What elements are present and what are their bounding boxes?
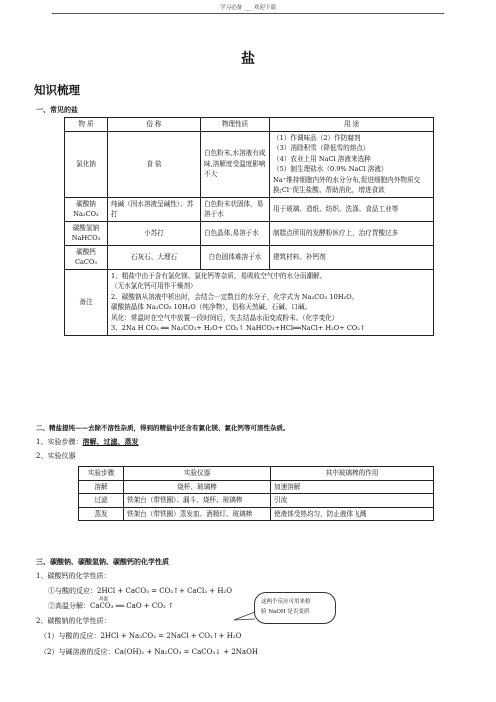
cell-name: 碳酸钠 Na₂CO₃ [65, 197, 108, 221]
callout-note [254, 592, 336, 624]
cell-alias: 食 盐 [108, 131, 201, 197]
callout-line: 验 NaOH 是否变质 [261, 609, 310, 615]
remark-line: 碳酸钠晶体 Na₂CO₃ 10H₂O（纯净物），俗称天然碱、石碱、口碱。 [111, 303, 312, 311]
cell-instr: 烧杯、玻璃棒 [124, 480, 271, 494]
use-line: （5）制生理盐水（0.9% NaCl 溶液） [273, 165, 388, 173]
use-line: （4）农业上用 NaCl 溶液来选种 [273, 154, 371, 163]
cell-role: 加速溶解 [271, 480, 434, 494]
callout-line: 这两个反应可用来检 [261, 599, 311, 605]
cell-name: 碳酸钙 CaCO₃ [65, 245, 108, 269]
col-header: 其中玻璃棒的作用 [271, 467, 434, 481]
table-row [79, 507, 434, 521]
cell-role: 使液体受热均匀，防止液体飞溅 [271, 507, 434, 521]
cell-name: 氯化钠 [65, 131, 108, 197]
col-header: 物 质 [65, 118, 108, 132]
use-line: Na⁺维持细胞内外的水分分布,促进细胞内外物质交换;Cl⁻促生盐酸、帮助消化，增进食欲 [273, 175, 421, 194]
cell-role: 引流 [271, 494, 434, 508]
s3-line: （1）与酸的反应：2HCl + Na₂CO₃ = 2NaCl + CO₂↑+ H₂O [40, 632, 242, 640]
s3-line: 2、碳酸钠的化学性质： [36, 617, 111, 625]
cell-alias: 石灰石、大理石 [108, 245, 201, 269]
cell-uses [270, 131, 434, 197]
cell-props: 白色固体难溶于水 [201, 245, 270, 269]
cell-alias: 小苏打 [108, 221, 201, 245]
cell-instr: 铁架台（带铁圈）蒸发皿、酒精灯、玻璃棒 [124, 507, 271, 521]
remark-line: 1、粗盐中由于含有氯化镁、氯化钙等杂质，易吸收空气中的水分而潮解。 [111, 271, 327, 280]
col-header: 俗 称 [108, 118, 201, 132]
s3-line: （2）与碱溶液的反应：Ca(OH)₂ + Na₂CO₃ = CaCO₃↓ + 2NaOH [40, 648, 258, 656]
s3-line: ①与酸的反应：2HCl + CaCO₃ = CO₂↑+ CaCl₂ + H₂O [48, 587, 232, 595]
cell-alias: 纯碱（因水溶液呈碱性）、苏打 [108, 197, 201, 221]
use-line: （3）消除积雪（降低雪的熔点） [273, 144, 370, 152]
remark-line: （无水氯化钙可用作干燥剂） [111, 282, 197, 290]
cell-uses: 用于玻璃、造纸、纺织、洗涤、食品工业等 [270, 197, 434, 221]
s2-instr-label: 2、实验仪器 [36, 452, 76, 460]
cell-step: 溶解 [79, 480, 124, 494]
col-header: 物理性质 [201, 118, 270, 132]
s2-heading: 二、精盐提纯——去除不溶性杂质，得到的精盐中还含有氯化镁、氯化钙等可溶性杂质。 [36, 424, 290, 432]
col-header: 用 途 [270, 118, 434, 132]
col-header: 实验步骤 [79, 467, 124, 481]
cell-props: 白色粉末,水溶液有咸味,溶解度受温度影响不大 [201, 131, 270, 197]
cell-instr: 铁架台（带铁圈）、漏斗、烧杯、玻璃棒 [124, 494, 271, 508]
remark-line: 3、2Na H CO₃ ══ Na₂CO₃+ H₂O+ CO₂↑ NaHCO₃+HCl══NaCl+ H₂O+ CO₂↑ [111, 324, 366, 332]
steps-value: 溶解、过滤、蒸发 [82, 437, 139, 446]
page-header: 学习必备 ___ 欢迎下载 [220, 5, 276, 11]
remark-label: 备注 [65, 269, 108, 335]
col-header: 实验仪器 [124, 467, 271, 481]
s1-heading: 一、常见的盐 [36, 105, 78, 114]
section-title: 知识梳理 [34, 83, 80, 97]
table-row [79, 494, 434, 508]
header-rule [52, 13, 444, 14]
cell-props: 白色晶体,易溶于水 [201, 221, 270, 245]
table-row [65, 221, 434, 245]
table-row [65, 131, 434, 197]
cell-step: 蒸发 [79, 507, 124, 521]
cell-props: 白色粉末状固体，易溶于水 [201, 197, 270, 221]
cell-step: 过滤 [79, 494, 124, 508]
use-line: （1）作调味品（2）作防腐剂 [273, 133, 361, 142]
s3-heading: 三、碳酸钠、碳酸氢钠、碳酸钙的化学性质 [36, 557, 169, 566]
s3-line: 1、碳酸钙的化学性质： [36, 572, 111, 580]
table-header-row [79, 467, 434, 481]
table-row [65, 197, 434, 221]
table-header-row [65, 118, 434, 132]
table-row-remarks [65, 269, 434, 335]
table-row [65, 245, 434, 269]
cell-uses: 建筑材料、补钙剂 [270, 245, 434, 269]
remark-line: 2、碳酸钠从溶液中析出时，会结合一定数目的水分子，化学式为 Na₂CO₃ 10H₂O。 [111, 292, 359, 301]
instrument-table [78, 466, 434, 521]
high-temp-label: 高温 [99, 597, 108, 602]
remarks-cell [108, 269, 434, 335]
s3-line: ②高温分解：CaCO₃ ══ CaO + CO₂ ↑ [48, 602, 174, 610]
cell-uses: 制糕点所用的发酵粉医疗上，治疗胃酸过多 [270, 221, 434, 245]
remark-line: 风化：常温时在空气中放置一段时间后，失去结晶水而变成粉末。（化学变化） [111, 313, 339, 322]
page-title: 盐 [241, 51, 255, 67]
common-salts-table [64, 117, 434, 336]
steps-prefix: 1、实验步骤： [36, 438, 83, 446]
cell-name: 碳酸氢钠 NaHCO₃ [65, 221, 108, 245]
s2-steps [36, 437, 138, 447]
table-row [79, 480, 434, 494]
